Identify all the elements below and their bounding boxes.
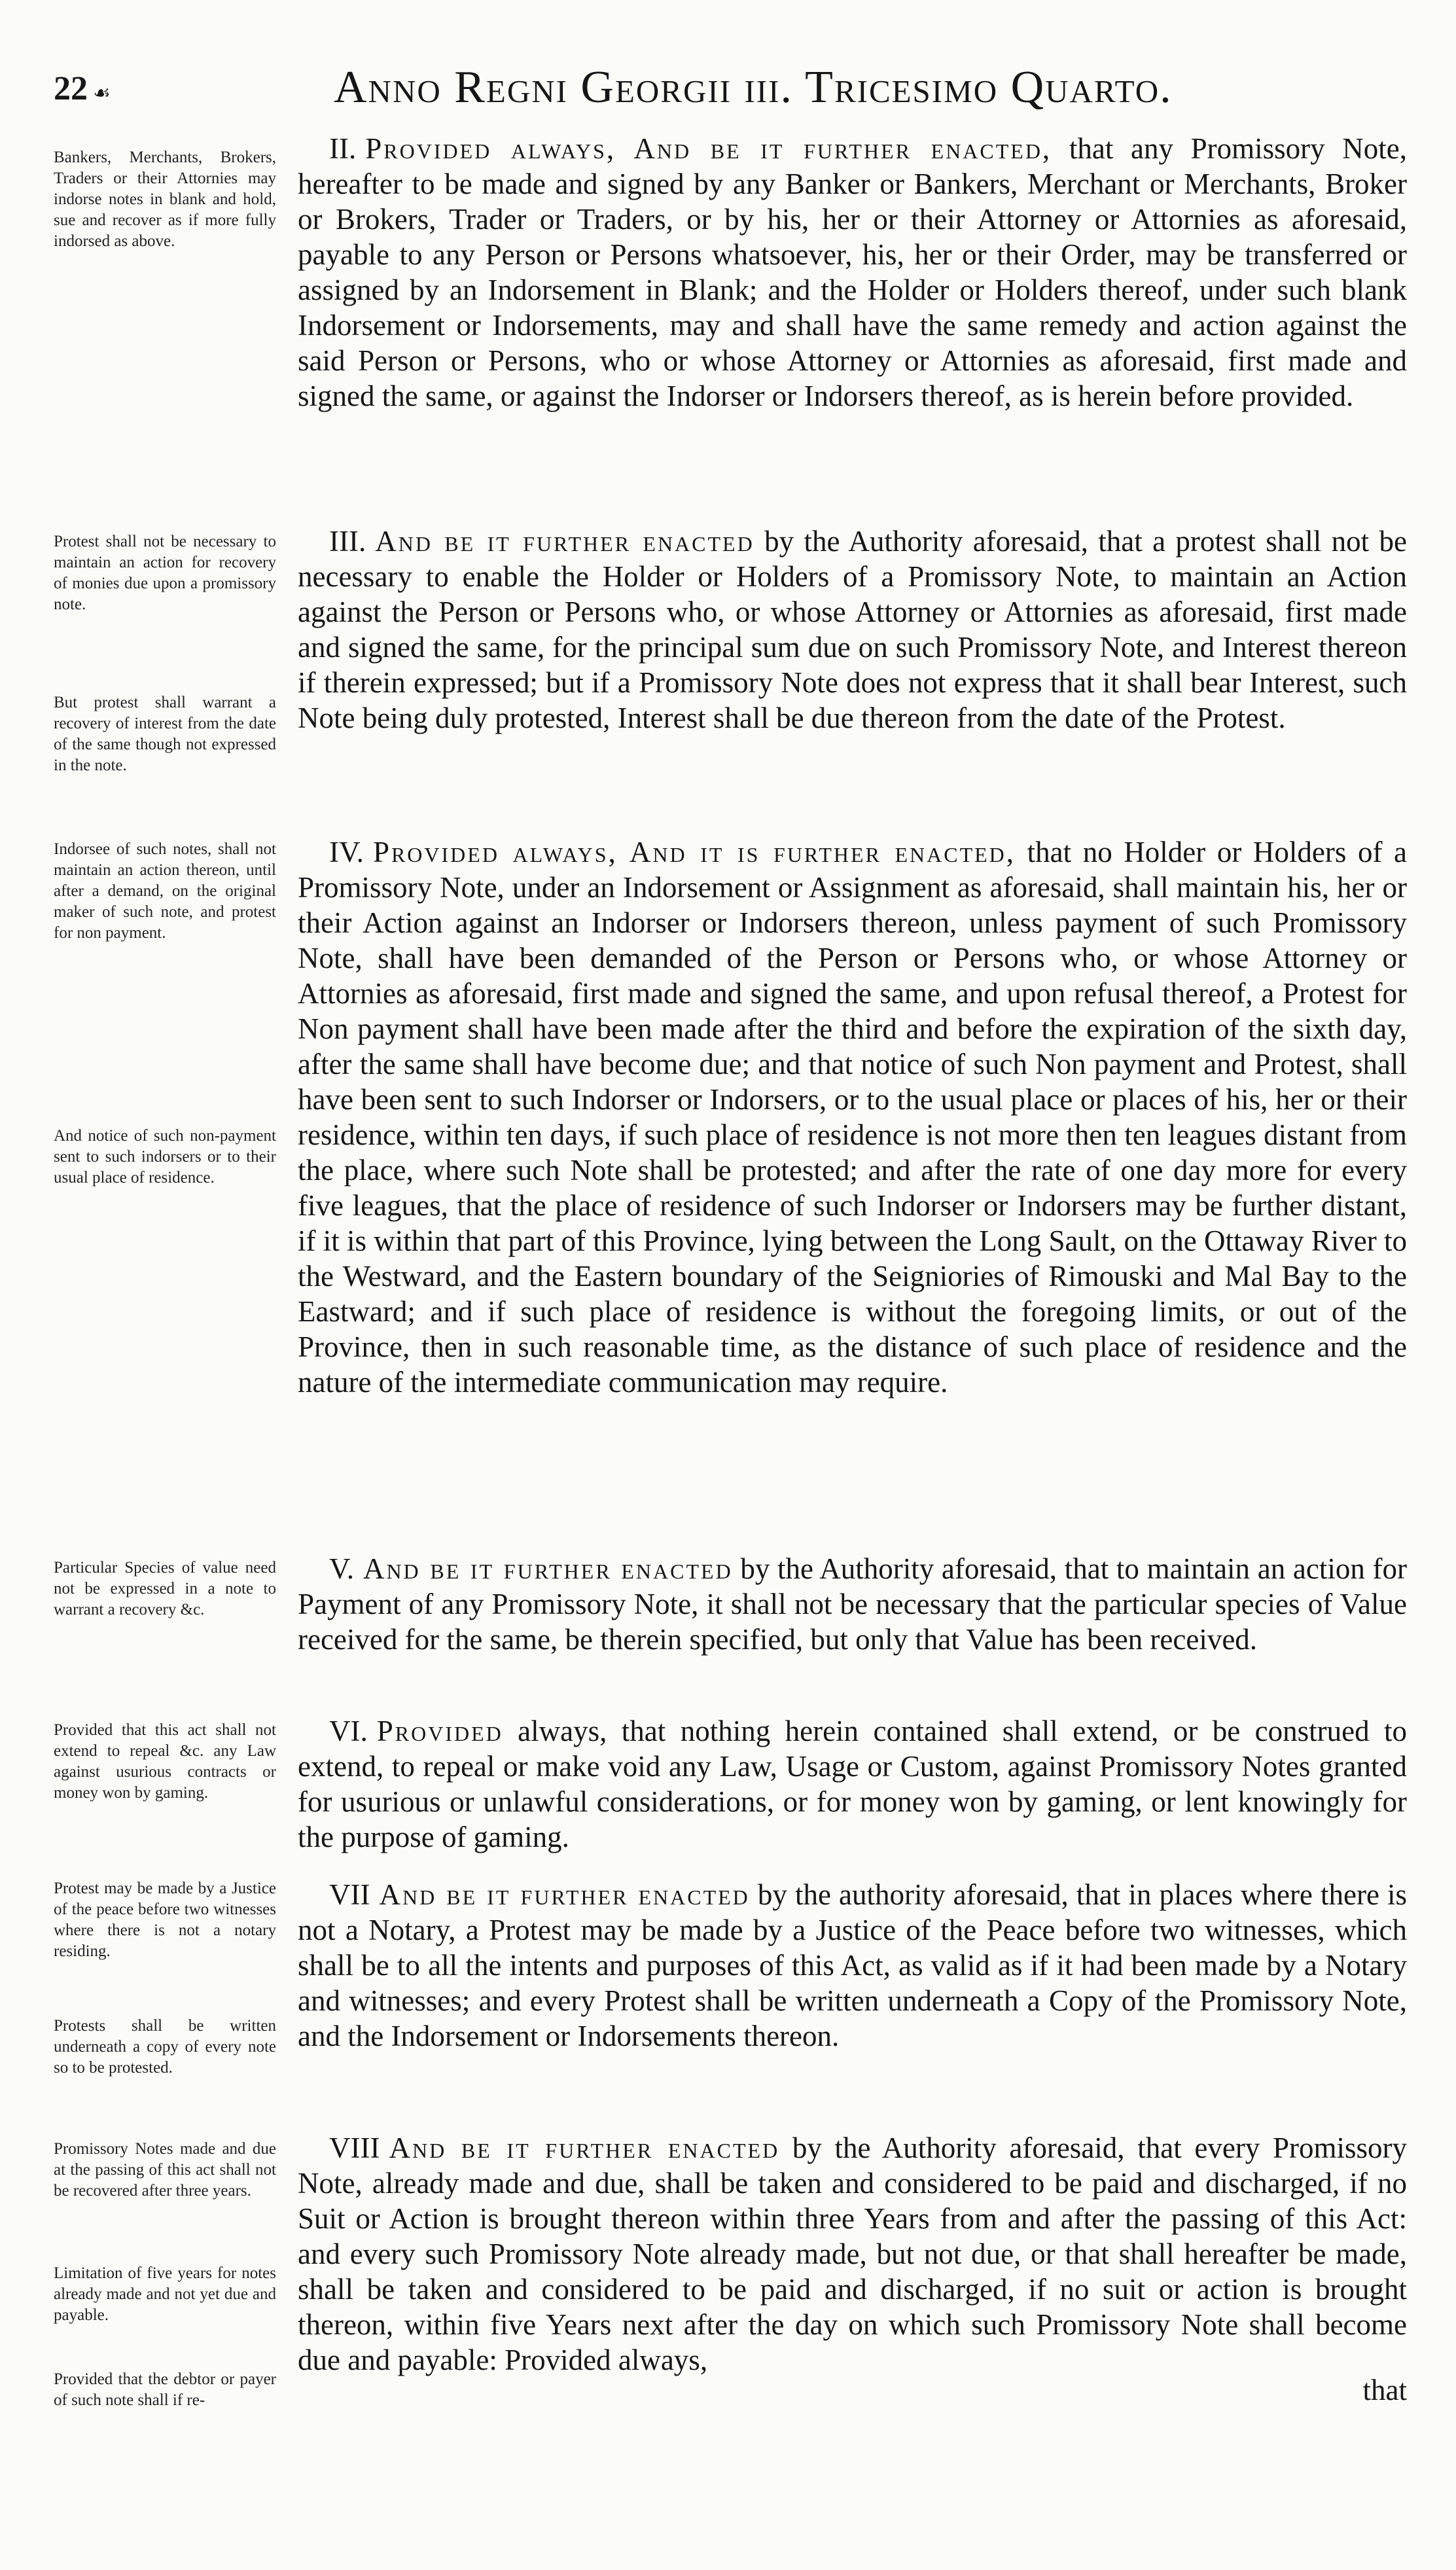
margin-note: Bankers, Merchants, Brokers, Traders or their Attornies may indorse notes in blank and hold, sue and recover as if more fully indorsed as above. (54, 149, 276, 250)
page-number: 22 ☙ (54, 70, 111, 107)
section-iv: IV. Provided always, And it is further enacted, that no Holder or Holders of a Promissory Note, under an Indorsement or Assignment as aforesaid, shall maintain his, her or their Action against an Indorser or Indorsers thereon, unless payment of such Promissory Note, shall have been demanded of the Person or Persons who, or whose Attorney or Attornies as aforesaid, first made and signed the same, and upon refusal thereof, a Protest for Non payment shall have been made after the third and before the expiration of the sixth day, after the same shall have become due; and that notice of such Non payment and Protest, shall have been sent to such Indorser or Indorsers, or to the usual place or places of his, her or their residence, within ten days, if such place of residence is not more then ten leagues distant from the place, where such Note shall be protested; and after the rate of one day more for every five leagues, that the place of residence of such Indorser or Indorsers may be further distant, if it is within that part of this Province, lying between the Long Sault, on the Ottaway River to the Westward, and the Eastern boundary of the Seigniories of Rimouski and Mal Bay to the Eastward; and if such place of residence is without the foregoing limits, or out of the Province, then in such reasonable time, as the distance of such place of residence and the nature of the intermediate communication may require. (298, 836, 1407, 1399)
margin-note: But protest shall warrant a recovery of interest from the date of the same though not expressed in the note. (54, 694, 276, 774)
running-title: Anno Regni Georgii iii. Tricesimo Quarto. (334, 62, 1173, 113)
margin-note: Limitation of five years for notes already made and not yet due and payable. (54, 2264, 276, 2324)
section-viii: VIII And be it further enacted by the Authority aforesaid, that every Promissory Note, already made and due, shall be taken and considered to be paid and discharged, if no Suit or Action is brought thereon within three Years from and after the passing of this Act: and every such Promissory Note already made, but not due, or that shall hereafter be made, shall be taken and considered to be paid and discharged, if no suit or action is brought thereon, within five Years next after the day on which such Promissory Note shall become due and payable: Provided always, (298, 2132, 1408, 2376)
margin-note: Provided that this act shall not extend to repeal &c. any Law against usurious contracts or money won by gaming. (54, 1721, 276, 1802)
margin-note: Protest shall not be necessary to maintain an action for recovery of monies due upon a promissory note. (54, 533, 276, 613)
section-iii: III. And be it further enacted by the Authority aforesaid, that a protest shall not be necessary to enable the Holder or Holders of a Promissory Note, to maintain an Action against the Person or Persons who, or whose Attorney or Attornies as aforesaid, first made and signed the same, for the principal sum due on such Promissory Note, and Interest thereon if therein expressed; but if a Promissory Note does not express that it shall bear Interest, such Note being duly protested, Interest shall be due thereon from the date of the Protest. (298, 525, 1407, 734)
margin-note: And notice of such non-payment sent to such indorsers or to their usual place of residence. (54, 1127, 276, 1187)
margin-note: Particular Species of value need not be expressed in a note to warrant a recovery &c. (54, 1559, 276, 1618)
printer-ornament: ☙ (93, 82, 111, 104)
margin-note: Protests shall be written underneath a copy of every note so to be protested. (54, 2017, 276, 2077)
margin-notes (54, 0, 283, 2570)
margin-note: Promissory Notes made and due at the passing of this act shall not be recovered after three years. (54, 2140, 276, 2200)
margin-note: Provided that the debtor or payer of such note shall if re- (54, 2370, 276, 2409)
margin-note: Indorsee of such notes, shall not maintain an action thereon, until after a demand, on the original maker of such note, and protest for non payment. (54, 840, 276, 942)
section-vii: VII And be it further enacted by the authority aforesaid, that in places where there is not a Notary, a Protest may be made by a Justice of the Peace before two witnesses, which shall be to all the intents and purposes of this Act, as valid as if it had been made by a Notary and witnesses; and every Protest shall be written underneath a Copy of the Promissory Note, and the Indorsement or Indorsements thereon. (298, 1878, 1408, 2052)
section-v: V. And be it further enacted by the Authority aforesaid, that to maintain an action for Payment of any Promissory Note, it shall not be necessary that the particular species of Value received for the same, be therein specified, but only that Value has been received. (298, 1552, 1407, 1656)
act-body (298, 0, 1407, 2570)
section-ii: II. Provided always, And be it further enacted, that any Promissory Note, hereafter to be made and signed by any Banker or Bankers, Merchant or Merchants, Broker or Brokers, Trader or Traders, or by his, her or their Attorney or Attornies as aforesaid, payable to any Person or Persons whatsoever, his, her or their Order, may be transferred or assigned by an Indorsement in Blank; and the Holder or Holders thereof, under such blank Indorsement or Indorsements, may and shall have the same remedy and action against the said Person or Persons, who or whose Attorney or Attornies as aforesaid, first made and signed the same, or against the Indorser or Indorsers thereof, as is herein before provided. (298, 132, 1407, 412)
section-vi: VI. Provided always, that nothing herein contained shall extend, or be construed to extend, to repeal or make void any Law, Usage or Custom, against Promissory Notes granted for usurious or unlawful considerations, or for money won by gaming, or lent knowingly for the purpose of gaming. (298, 1715, 1407, 1853)
catchword: that (1362, 2374, 1407, 2406)
margin-note: Protest may be made by a Justice of the peace before two witnesses where there is not a notary residing. (54, 1880, 276, 1960)
